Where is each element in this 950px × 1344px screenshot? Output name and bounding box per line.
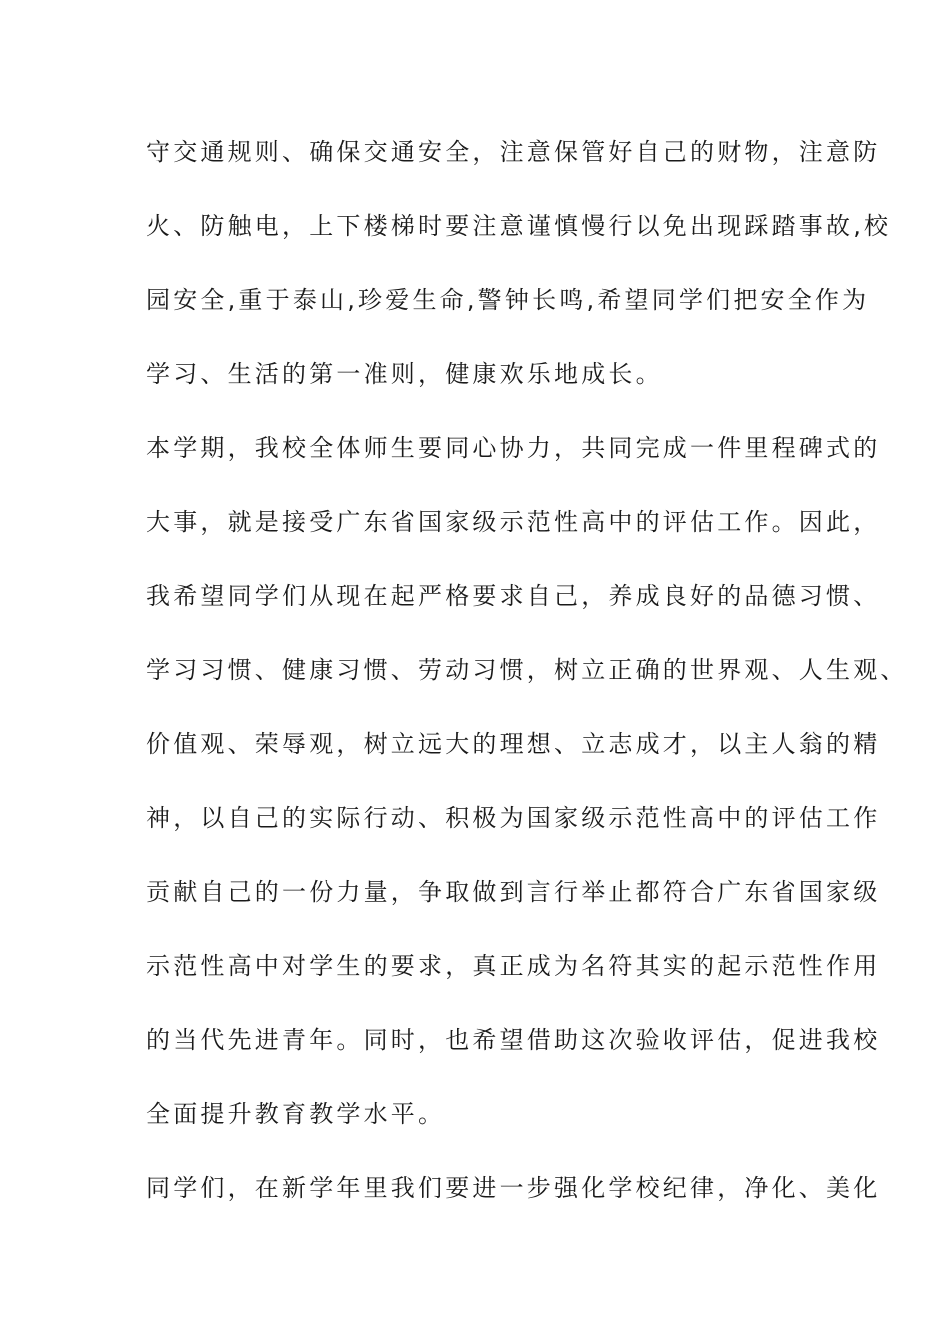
text-line: 全面提升教育教学水平。 <box>146 1100 446 1128</box>
text-line: 同学们，在新学年里我们要进一步强化学校纪律，净化、美化 <box>146 1174 881 1202</box>
text-line: 守交通规则、确保交通安全，注意保管好自己的财物，注意防 <box>146 138 881 166</box>
text-line: 我希望同学们从现在起严格要求自己，养成良好的品德习惯、 <box>146 582 881 610</box>
text-line: 的当代先进青年。同时，也希望借助这次验收评估，促进我校 <box>146 1026 881 1054</box>
text-line: 贡献自己的一份力量，争取做到言行举止都符合广东省国家级 <box>146 878 881 906</box>
text-line: 大事，就是接受广东省国家级示范性高中的评估工作。因此， <box>146 508 881 536</box>
text-line: 本学期，我校全体师生要同心协力，共同完成一件里程碑式的 <box>146 434 881 462</box>
text-line: 学习习惯、健康习惯、劳动习惯，树立正确的世界观、人生观、 <box>146 656 908 684</box>
text-line: 价值观、荣辱观，树立远大的理想、立志成才，以主人翁的精 <box>146 730 881 758</box>
text-line: 神，以自己的实际行动、积极为国家级示范性高中的评估工作 <box>146 804 881 832</box>
text-line: 学习、生活的第一准则，健康欢乐地成长。 <box>146 360 663 388</box>
text-line: 园安全,重于泰山,珍爱生命,警钟长鸣,希望同学们把安全作为 <box>146 286 870 314</box>
text-line: 示范性高中对学生的要求，真正成为名符其实的起示范性作用 <box>146 952 881 980</box>
text-line: 火、防触电，上下楼梯时要注意谨慎慢行以免出现踩踏事故,校 <box>146 212 892 240</box>
